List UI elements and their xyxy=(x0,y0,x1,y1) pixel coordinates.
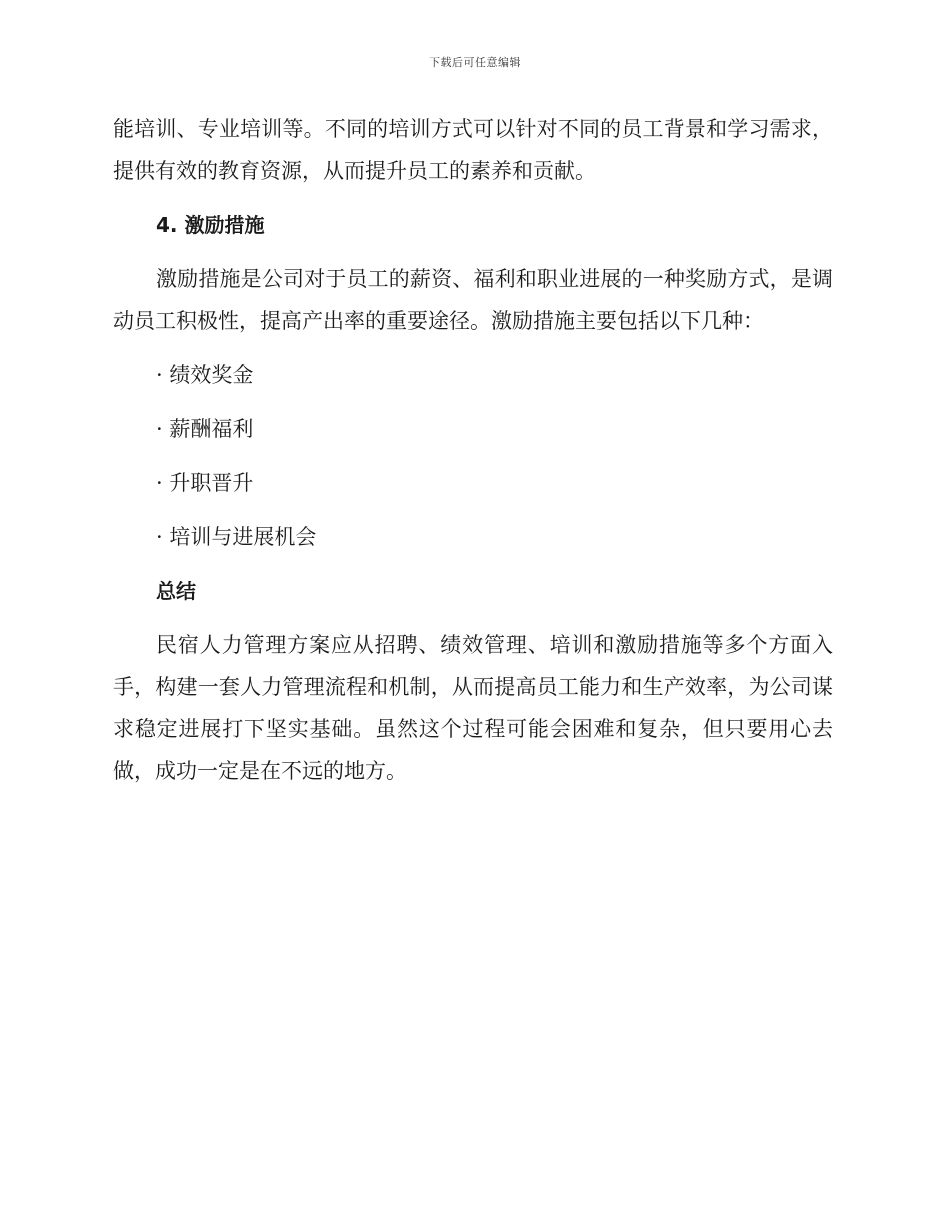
section-heading: 4. 激励措施 xyxy=(156,213,265,237)
document-body xyxy=(113,108,833,792)
bullet-item-promotion: · 升职晋升 xyxy=(156,471,254,495)
bullet-item-training-opportunities: · 培训与进展机会 xyxy=(156,525,317,549)
section-paragraph: 激励措施是公司对于员工的薪资、福利和职业进展的一种奖励方式，是调动员工积极性，提高产出率的重要途径。激励措施主要包括以下几种： xyxy=(113,267,833,333)
summary-paragraph: 民宿人力管理方案应从招聘、绩效管理、培训和激励措施等多个方面入手，构建一套人力管理流程和机制，从而提高员工能力和生产效率，为公司谋求稳定进展打下坚实基础。虽然这个过程可能会困难和复杂，但只要用心去做，成功一定是在不远的地方。 xyxy=(113,633,833,783)
bullet-item-performance-bonus: · 绩效奖金 xyxy=(156,363,254,387)
summary-heading: 总结 xyxy=(156,579,196,603)
bullet-item-salary-benefits: · 薪酬福利 xyxy=(156,417,254,441)
header-note: 下载后可任意编辑 xyxy=(429,56,521,69)
intro-paragraph: 能培训、专业培训等。不同的培训方式可以针对不同的员工背景和学习需求，提供有效的教育资源，从而提升员工的素养和贡献。 xyxy=(113,117,833,183)
